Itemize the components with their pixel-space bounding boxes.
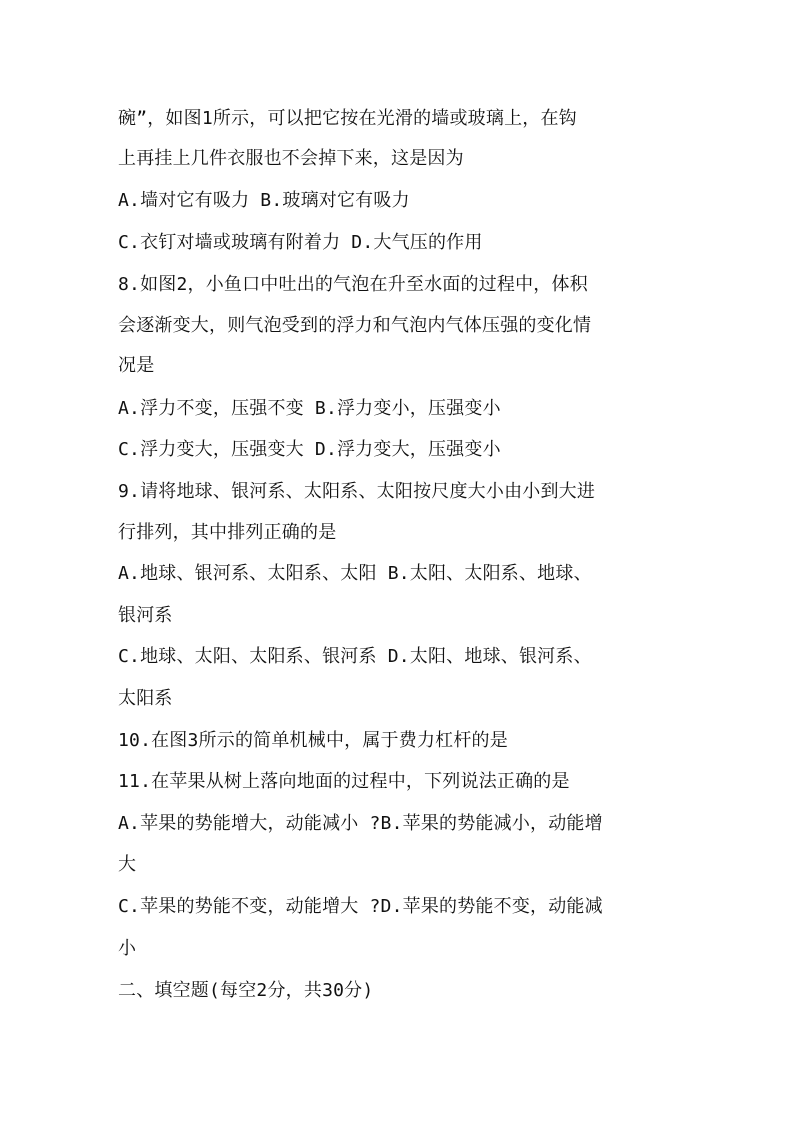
- option-line: C.苹果的势能不变，动能增大 ?D.苹果的势能不变，动能减: [118, 896, 603, 917]
- option-line: A.地球、银河系、太阳系、太阳 B.太阳、太阳系、地球、: [118, 563, 592, 584]
- text-line: 大: [118, 854, 137, 875]
- text-line: 会逐渐变大，则气泡受到的浮力和气泡内气体压强的变化情: [118, 315, 592, 336]
- question-11: 11.在苹果从树上落向地面的过程中，下列说法正确的是: [118, 771, 570, 792]
- option-line: C.衣钉对墙或玻璃有附着力 D.大气压的作用: [118, 232, 483, 253]
- text-line: 行排列，其中排列正确的是: [118, 522, 337, 543]
- text-line: 碗”，如图1所示，可以把它按在光滑的墙或玻璃上，在钩: [118, 108, 577, 129]
- section-heading: 二、填空题(每空2分，共30分): [118, 980, 374, 1001]
- text-line: 太阳系: [118, 688, 173, 709]
- option-line: C.浮力变大，压强变大 D.浮力变大，压强变小: [118, 439, 501, 460]
- question-10: 10.在图3所示的简单机械中，属于费力杠杆的是: [118, 730, 508, 751]
- option-line: A.墙对它有吸力 B.玻璃对它有吸力: [118, 190, 410, 211]
- option-line: C.地球、太阳、太阳系、银河系 D.太阳、地球、银河系、: [118, 646, 592, 667]
- option-line: A.浮力不变，压强不变 B.浮力变小，压强变小: [118, 398, 501, 419]
- text-line: 银河系: [118, 605, 173, 626]
- text-line: 小: [118, 938, 137, 959]
- option-line: A.苹果的势能增大，动能减小 ?B.苹果的势能减小，动能增: [118, 813, 603, 834]
- text-line: 上再挂上几件衣服也不会掉下来，这是因为: [118, 148, 464, 169]
- text-line: 况是: [118, 355, 155, 376]
- question-9: 9.请将地球、银河系、太阳系、太阳按尺度大小由小到大进: [118, 481, 596, 502]
- question-8: 8.如图2，小鱼口中吐出的气泡在升至水面的过程中，体积: [118, 274, 588, 295]
